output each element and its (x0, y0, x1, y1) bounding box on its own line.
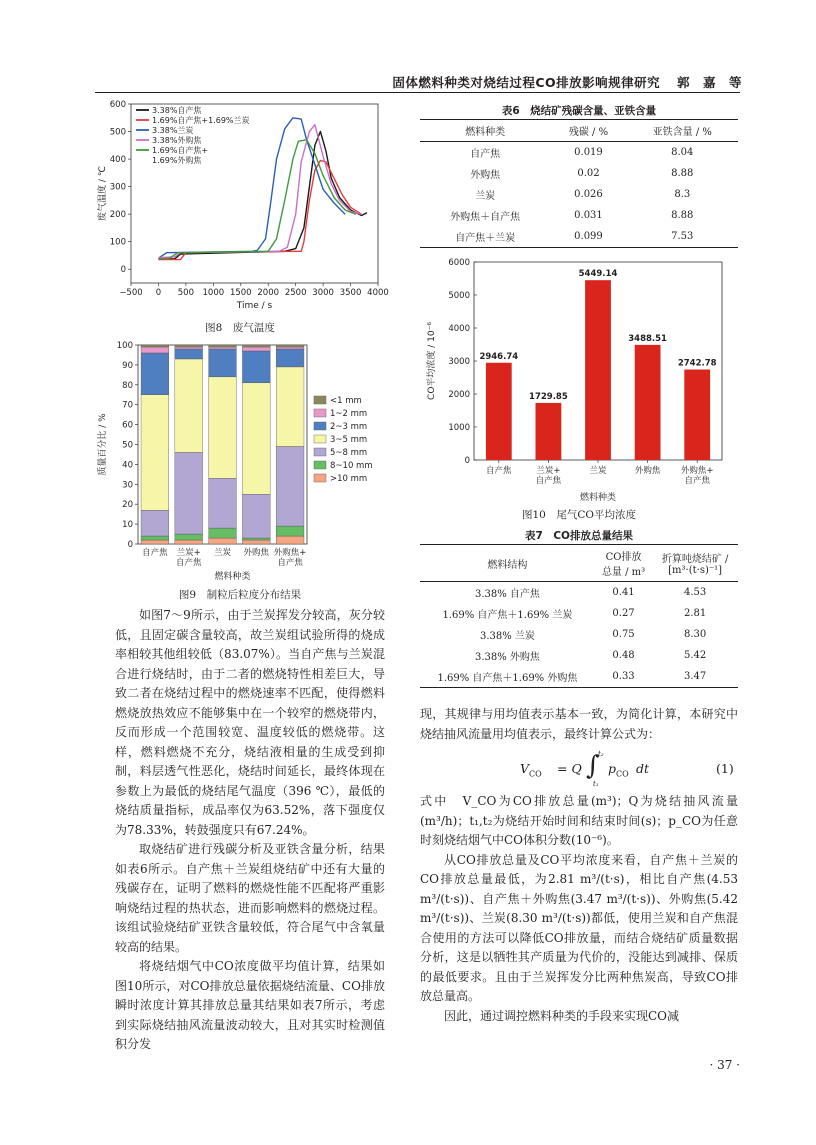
fig9-bar-segment (175, 359, 203, 453)
table6-cell: 8.88 (671, 210, 694, 221)
fig8-legend-label: 1.69%外购焦 (152, 156, 202, 165)
right-column-text-2 (420, 792, 738, 1026)
fig8-x-tick-label: 500 (177, 288, 195, 298)
fig10-data-label: 2946.74 (479, 351, 519, 362)
table-row (420, 142, 738, 164)
fig9-bar-segment (175, 349, 203, 359)
page-number: · 37 · (709, 1058, 740, 1072)
table-row (420, 205, 738, 226)
fig9-x-tick-label: 兰炭+ (176, 548, 201, 558)
table-row (420, 624, 738, 645)
fig9-y-tick-label: 0 (127, 540, 133, 550)
fig9-y-tick-label: 60 (122, 420, 133, 431)
fig8-x-tick-label: 1000 (202, 288, 225, 298)
fig10-bar (684, 369, 710, 460)
table6-caption: 表6 烧结矿残碳含量、亚铁含量 (501, 105, 657, 117)
fig9-bar-segment (209, 528, 237, 538)
table6-cell: 0.019 (574, 147, 603, 158)
fig8-legend-label: 3.38%外购焦 (152, 136, 202, 145)
fig8-x-tick-label: 1500 (229, 288, 252, 298)
table6-cell: 0.02 (577, 168, 600, 179)
fig10-y-tick-label: 5000 (448, 291, 470, 301)
table-row (420, 645, 738, 666)
fig9-bar-segment (141, 395, 169, 510)
left-paragraph-3: 将烧结烟气中CO浓度做平均值计算，结果如图10所示，对CO排放总量依据烧结流量、CO排放瞬时浓度计算其排放总量其结果如表7所示，考虑到实际烧结抽风流量波动较大，且对其实时检测值积分发 (115, 959, 385, 1051)
table7-cell: 5.42 (683, 650, 707, 661)
fig9-legend-label: 8~10 mm (330, 461, 373, 471)
left-column-text (115, 606, 385, 1055)
fig9-bar-segment (242, 538, 270, 540)
fig8-x-tick-label: 2000 (257, 288, 280, 298)
table6-cell: 兰炭 (475, 191, 496, 202)
table-row (420, 163, 738, 184)
fig9-x-tick-label: 自产焦 (175, 558, 202, 568)
fig8-y-tick-label: 0 (120, 265, 126, 276)
fig9-bar-segment (141, 536, 169, 540)
fig8-y-tick-label: 400 (109, 155, 126, 166)
fig9-bar-segment (175, 540, 203, 544)
table6 (420, 119, 738, 248)
fig8-x-tick-label: 3500 (339, 288, 362, 298)
table6-cell: 0.031 (574, 210, 603, 221)
table7-header-0: 燃料结构 (420, 545, 595, 582)
table6-cell: 7.53 (627, 226, 738, 248)
fig9-y-axis-label: 质量百分比 / % (98, 413, 108, 476)
table6-cell: 自产焦＋兰炭 (420, 226, 550, 248)
fig9-x-tick-label: 自产焦 (142, 548, 168, 558)
table7-cell: 1.69% 自产焦＋1.69% 兰炭 (442, 610, 573, 621)
fig10-x-tick-label: 外购焦+ (680, 466, 714, 476)
right-paragraph-3: 从CO排放总量及CO平均浓度来看，自产焦＋兰炭的CO排放总量最低，为2.81 m³/(t·s)，相比自产焦(4.53 m³/(t·s))、自产焦＋外购焦(3.47 m³/(t·s))、外购焦(5.42 m³/(t·s))、兰炭(8.30 m³/(t·s))都低，使用兰炭和自产焦混合使用的方法可以降低CO排放量，而结合烧结矿质量数据分析，这是以牺牲其产质量为代价的，没能达到减排、保质的最低要求。且由于兰炭挥发分比两种焦炭高，导致CO排放总量高。 (420, 852, 738, 1003)
fig10-y-tick-label: 2000 (448, 390, 470, 400)
fig9-bar-segment (141, 347, 169, 353)
fig8-x-tick-label: 0 (155, 288, 162, 298)
fig9-bar-segment (141, 540, 169, 544)
table7-cell: 3.38% 外购焦 (474, 652, 540, 663)
fig9-bar-segment (175, 452, 203, 534)
fig9-y-tick-label: 90 (122, 360, 133, 371)
fig10-x-tick-label: 兰炭 (589, 466, 607, 476)
fig10-x-tick-label: 自产焦 (535, 476, 562, 486)
fig8-x-axis-label: Time / s (236, 301, 273, 311)
fig9-bar-segment (242, 494, 270, 538)
fig10-data-label: 1729.85 (529, 391, 568, 402)
fig9-y-tick-label: 20 (122, 500, 133, 511)
fig9-bar-segment (276, 446, 304, 526)
fig9-legend-swatch (314, 422, 326, 430)
fig8-x-tick-label: 2500 (284, 288, 307, 298)
equation-1: $V_{CO}$ = Q ∫ t₂ t₁ $p_{CO}$ dt (1) (520, 750, 734, 788)
fig8-y-tick-label: 100 (109, 237, 126, 248)
fig10-data-label: 5449.14 (578, 269, 618, 280)
fig9-legend-swatch (314, 435, 326, 443)
fig9-legend-swatch (314, 409, 326, 417)
fig9-legend-swatch (314, 448, 326, 456)
fig10-caption: 图10 尾气CO平均浓度 (521, 509, 636, 521)
fig10-y-tick-label: 3000 (448, 357, 470, 367)
table-row (420, 184, 738, 205)
fig9-x-tick-label: 兰炭 (213, 548, 232, 558)
table-row (420, 582, 738, 604)
fig9-legend-swatch (314, 474, 326, 482)
table7-cell: 0.33 (595, 666, 652, 688)
fig10-y-axis-label: CO平均浓度 / 10⁻⁶ (427, 322, 437, 400)
fig10-x-tick-label: 自产焦 (486, 466, 512, 476)
fig10-bar (585, 280, 611, 460)
fig9-x-tick-label: 外购焦+ (273, 548, 307, 558)
table7-cell: 0.48 (612, 650, 635, 661)
fig9-bar-segment (242, 383, 270, 494)
running-header (0, 73, 742, 91)
fig8-legend-label: 1.69%自产焦+ (152, 146, 209, 155)
fig10-data-label: 3488.51 (628, 333, 667, 344)
fig9-legend-label: >10 mm (330, 474, 368, 484)
table-row (420, 666, 738, 688)
fig9-bar-segment (209, 377, 237, 478)
table7 (420, 544, 738, 688)
fig9-y-tick-label: 40 (122, 460, 133, 471)
fig10-y-tick-label: 1000 (448, 423, 470, 433)
table6-header-0: 燃料种类 (420, 120, 550, 142)
right-column-text (420, 705, 738, 744)
table7-cell: 3.38% 兰炭 (479, 631, 535, 642)
fig10-x-tick-label: 兰炭+ (536, 466, 561, 476)
fig10-x-tick-label: 外购焦 (634, 466, 661, 476)
fig8-legend-label: 3.38%自产焦 (152, 106, 202, 115)
fig8-y-tick-label: 300 (109, 182, 126, 193)
left-paragraph-1: 如图7～9所示，由于兰炭挥发分较高，灰分较低，且固定碳含量较高，故兰炭组试验所得的烧成率相较其他组较低（83.07%）。当自产焦与兰炭混合进行烧结时，由于二者的燃烧特性相差巨大，导致二者在烧结过程中的燃烧速率不匹配，使得燃料燃烧放热效应不能够集中在一个较窄的燃烧带内，反而形成一个范围较宽、温度较低的燃烧带。这样，燃料燃烧不充分，烧结液相量的生成受到抑制，料层透气性恶化，烧结时间延长，最终体现在参数上为最低的烧结尾气温度（396 ℃），最低的烧结质量指标，成品率仅为63.52%，落下强度仅为78.33%，转鼓强度只有67.24%。 (115, 608, 385, 837)
right-paragraph-4: 因此，通过调控燃料种类的手段来实现CO减 (444, 1008, 680, 1023)
fig9-y-tick-label: 100 (116, 341, 133, 351)
left-paragraph-2: 取烧结矿进行残碳分析及亚铁含量分析，结果如表6所示。自产焦＋兰炭组烧结矿中还有大量的残碳存在，证明了燃料的燃烧性能不匹配将严重影响烧结过程的热状态，进而影响燃料的燃烧过程。该组试验烧结矿亚铁含量较低，符合尾气中含氧量较高的结果。 (115, 842, 385, 954)
fig9-caption: 图9 制粒后粒度分布结果 (178, 589, 302, 601)
fig10-x-axis-label: 燃料种类 (579, 493, 617, 503)
table6-cell: 0.026 (574, 189, 603, 200)
table-row (420, 226, 738, 248)
fig10-y-tick-label: 6000 (448, 258, 470, 268)
fig9-legend-swatch (314, 396, 326, 404)
table7-header-1: CO排放 总量 / m³ (595, 545, 652, 582)
fig10-x-tick-label: 自产焦 (684, 476, 710, 486)
fig9-legend-label: <1 mm (330, 396, 362, 406)
fig9-bar-segment (209, 349, 237, 377)
fig9-bar-segment (276, 367, 304, 447)
table6-header-1: 残碳 / % (550, 120, 626, 142)
fig10-data-label: 2742.78 (677, 358, 717, 369)
fig9-bar-segment (242, 345, 270, 347)
header-title: 固体燃料种类对烧结过程CO排放影响规律研究 (392, 75, 661, 90)
table7-cell: 1.69% 自产焦＋1.69% 外购焦 (420, 666, 595, 688)
fig8-y-axis-label: 废气温度 / ℃ (98, 166, 108, 221)
fig10-bar (635, 345, 661, 460)
fig9-bar-segment (175, 345, 203, 347)
fig10-bar (536, 403, 562, 460)
table7-cell: 0.27 (612, 608, 635, 619)
fig8-legend-label: 1.69%自产焦+1.69%兰炭 (152, 116, 250, 125)
fig9-bar-segment (276, 345, 304, 347)
fig9-legend-label: 1~2 mm (330, 409, 368, 419)
fig9-bar-segment (141, 345, 169, 347)
table7-cell: 2.81 (683, 608, 707, 619)
table7-cell: 4.53 (683, 587, 707, 598)
fig9-legend-label: 2~3 mm (330, 422, 368, 432)
table6-cell: 0.099 (550, 226, 626, 248)
fig9-y-tick-label: 50 (122, 440, 133, 451)
fig9-x-tick-label: 外购焦 (243, 548, 270, 558)
table7-cell: 0.41 (612, 587, 635, 598)
fig9-bar-segment (141, 510, 169, 536)
table6-cell: 外购焦＋自产焦 (450, 212, 521, 223)
fig9-y-tick-label: 10 (122, 520, 133, 531)
fig9-x-tick-label: 自产焦 (277, 558, 303, 568)
fig9-bar-segment (276, 347, 304, 349)
fig10-y-tick-label: 4000 (448, 324, 470, 334)
fig10-bar (486, 363, 512, 460)
table6-cell: 自产焦 (470, 149, 501, 160)
table6-cell: 外购焦 (470, 170, 501, 181)
fig9-legend-swatch (314, 461, 326, 469)
fig9-bar-segment (276, 536, 304, 544)
right-paragraph-2: 式中 V_CO为CO排放总量(m³)；Q为烧结抽风流量(m³/h)；t₁,t₂为烧结开始时间和结束时间(s)；p_CO为任意时刻烧结烟气中CO体积分数(10⁻⁶)。 (420, 794, 738, 847)
fig9-y-tick-label: 30 (122, 480, 133, 491)
fig10-co-concentration-chart (420, 254, 738, 504)
fig8-y-tick-label: 600 (109, 100, 126, 110)
fig9-size-distribution-chart (95, 340, 385, 585)
table7-cell: 0.75 (612, 629, 635, 640)
table7-caption: 表7 CO排放总量结果 (525, 530, 633, 542)
fig9-bar-segment (276, 349, 304, 367)
fig9-bar-segment (242, 540, 270, 544)
fig9-bar-segment (175, 347, 203, 349)
table7-cell: 3.38% 自产焦 (474, 589, 540, 600)
fig8-x-tick-label: 4000 (367, 288, 389, 298)
fig8-legend-label: 3.38%兰炭 (152, 126, 194, 135)
fig9-bar-segment (209, 345, 237, 347)
table7-cell: 3.47 (652, 666, 738, 688)
right-paragraph-1: 现，其规律与用均值表示基本一致，为简化计算，本研究中烧结抽风流量用均值表示，最终计算公式为： (420, 707, 738, 741)
fig9-y-tick-label: 70 (122, 400, 133, 411)
fig9-bar-segment (276, 526, 304, 536)
table6-header-2: 亚铁含量 / % (627, 120, 738, 142)
table-row (420, 603, 738, 624)
fig9-bar-segment (209, 347, 237, 349)
fig10-y-tick-label: 0 (464, 456, 470, 466)
table6-cell: 8.04 (671, 147, 694, 158)
fig8-y-tick-label: 500 (109, 127, 126, 138)
fig8-temperature-chart (95, 98, 389, 316)
fig8-y-tick-label: 200 (109, 210, 126, 221)
fig8-x-tick-label: −500 (119, 288, 143, 298)
fig9-bar-segment (209, 478, 237, 528)
fig9-legend-label: 5~8 mm (330, 448, 368, 458)
table7-cell: 8.30 (683, 629, 707, 640)
header-authors: 郭 嘉 等 (676, 75, 742, 90)
fig9-x-axis-label: 燃料种类 (214, 572, 251, 582)
integral-sign: ∫ (586, 751, 600, 781)
table6-cell: 8.88 (671, 168, 694, 179)
fig9-bar-segment (242, 351, 270, 383)
fig8-caption: 图8 废气温度 (205, 322, 275, 334)
table6-cell: 8.3 (674, 189, 691, 200)
fig9-bar-segment (175, 534, 203, 540)
fig9-legend-label: 3~5 mm (330, 435, 368, 445)
header-rule (95, 92, 740, 93)
fig9-bar-segment (242, 347, 270, 351)
table7-header-2: 折算吨烧结矿 / [m³·(t·s)⁻¹] (652, 545, 738, 582)
fig9-y-tick-label: 80 (122, 380, 133, 391)
fig9-bar-segment (141, 353, 169, 395)
fig8-x-tick-label: 3000 (312, 288, 334, 298)
fig9-bar-segment (209, 538, 237, 544)
